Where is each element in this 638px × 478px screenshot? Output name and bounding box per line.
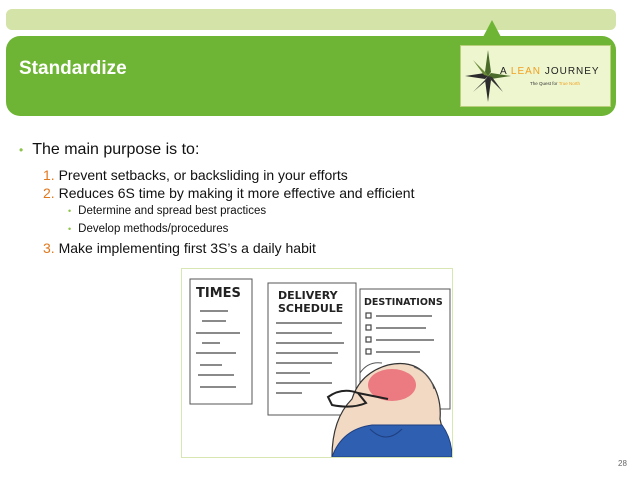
main-bullet: [19, 141, 199, 159]
title-band-notch: [483, 20, 501, 37]
main-bullet-text: The main purpose is to:: [32, 141, 200, 158]
sub-list-item: [68, 205, 266, 217]
logo-tagline-highlight: True North: [558, 81, 581, 86]
page-number: 28: [618, 459, 627, 468]
lean-journey-logo: [460, 45, 611, 107]
list-number: 1.: [43, 167, 55, 183]
list-item: [43, 167, 348, 183]
top-decorative-strip: [6, 9, 616, 30]
list-item-text: Make implementing first 3S’s a daily habit: [58, 240, 316, 256]
logo-highlight: LEAN: [510, 66, 542, 77]
list-item-text: Prevent setbacks, or backsliding in your efforts: [58, 167, 348, 183]
bullet-icon: •: [68, 224, 72, 234]
logo-suffix: JOURNEY: [544, 66, 600, 77]
logo-wordmark: [500, 66, 600, 77]
list-number: 2.: [43, 185, 55, 201]
logo-tagline-prefix: The Quest for: [530, 81, 558, 86]
slide-title: Standardize: [19, 58, 127, 79]
cartoon-drawing: [182, 269, 452, 457]
list-item: [43, 185, 414, 201]
delivery-board-heading-line1: DELIVERY: [278, 289, 338, 302]
logo-prefix: A: [500, 66, 508, 77]
times-board-heading: TIMES: [196, 286, 241, 301]
bullet-icon: •: [68, 206, 72, 216]
standardize-cartoon-illustration: [181, 268, 453, 458]
sub-list-item: [68, 223, 228, 235]
list-item-text: Reduces 6S time by making it more effective and efficient: [58, 185, 415, 201]
list-item: [43, 240, 316, 256]
list-number: 3.: [43, 240, 55, 256]
delivery-board-heading-line2: SCHEDULE: [278, 302, 344, 315]
destinations-board-heading: DESTINATIONS: [364, 297, 443, 308]
logo-tagline: [530, 81, 580, 86]
bullet-icon: •: [19, 143, 24, 157]
sub-list-item-text: Determine and spread best practices: [78, 205, 267, 217]
sub-list-item-text: Develop methods/procedures: [78, 223, 229, 235]
